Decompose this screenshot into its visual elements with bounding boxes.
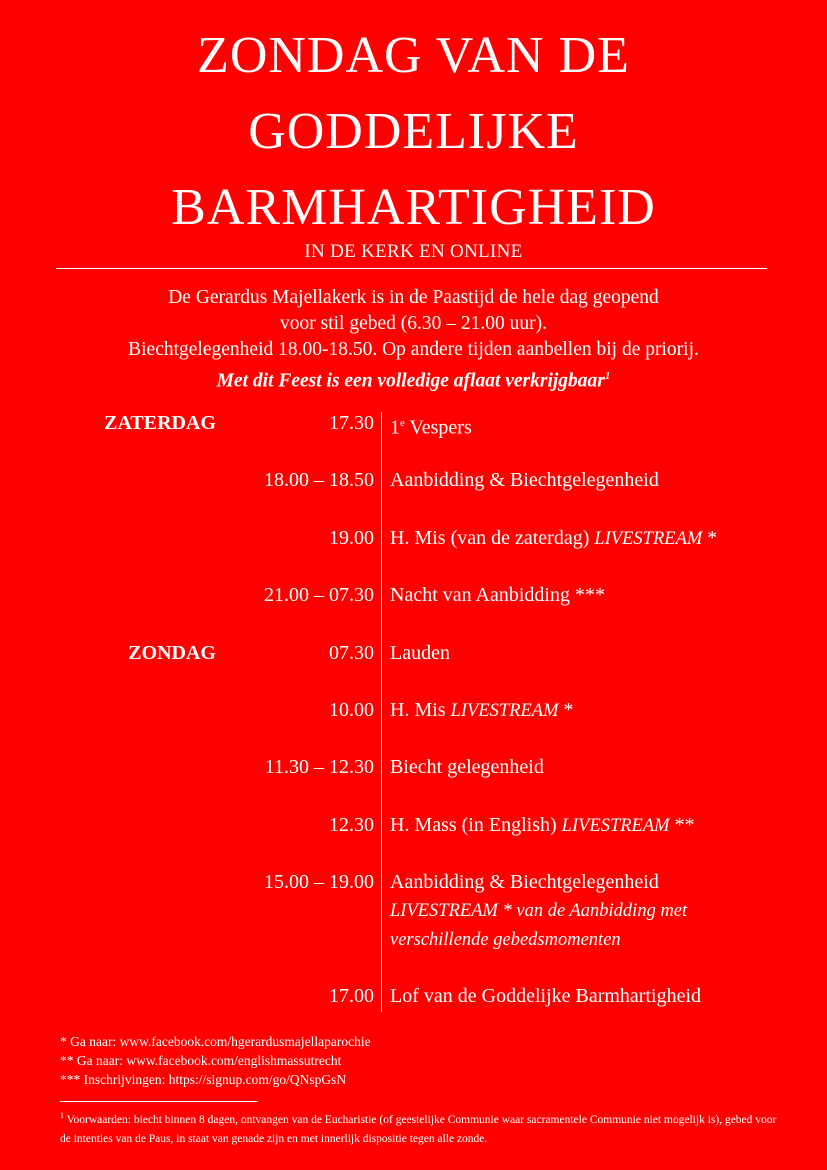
indulgence-text: Met dit Feest is een volledige aflaat verkrijgbaar [216,370,605,392]
schedule-event [390,696,790,726]
event-label: Lof van de Goddelijke Barmhartigheid [390,985,702,1007]
schedule-time: 11.30 – 12.30 [264,756,374,778]
event-label: H. Mis [390,699,451,721]
schedule-day: ZONDAG [128,642,216,664]
title-line-3: BARMHARTIGHEID [171,179,656,236]
event-label: Biecht gelegenheid [390,756,544,778]
event-label: H. Mass (in English) [390,814,562,836]
livestream-links [60,1032,371,1089]
event-number: 1 [390,416,400,439]
schedule-time: 21.00 – 07.30 [264,584,374,606]
schedule-time: 18.00 – 18.50 [264,469,374,491]
livestream-label: LIVESTREAM [594,529,703,549]
event-marker: * [558,699,574,721]
facebook-english-mass-link[interactable]: ** Ga naar: www.facebook.com/englishmassutrecht [60,1053,342,1068]
intro-text [0,285,827,395]
schedule-event [390,811,790,841]
title-line-1: ZONDAG VAN DE [197,27,630,84]
event-marker: * [702,527,718,549]
schedule-event [390,409,790,443]
event-label: Nacht van Aanbidding *** [390,584,605,606]
footnote [60,1106,780,1149]
signup-link[interactable]: *** Inschrijvingen: https://signup.com/go/QNspGsN [60,1072,347,1087]
event-label: Aanbidding & Biechtgelegenheid [390,871,659,893]
page-title [0,18,827,246]
schedule-event [390,639,790,668]
header-divider [56,268,767,269]
event-detail-line-2: verschillende gebedsmomenten [390,930,621,950]
schedule-time: 17.30 [329,412,374,434]
facebook-parish-link[interactable]: * Ga naar: www.facebook.com/hgerardusmajellaparochie [60,1034,371,1049]
schedule-event [390,466,790,495]
title-line-2: GODDELIJKE [248,103,579,160]
intro-line-1: De Gerardus Majellakerk is in de Paastijd de hele dag geopend [168,287,659,308]
event-label: H. Mis (van de zaterdag) [390,527,595,549]
schedule-divider [381,412,382,1012]
footnote-ref: 1 [604,370,611,382]
event-label: Vespers [404,416,472,439]
livestream-label: LIVESTREAM [450,701,559,721]
footnote-marker: 1 [60,1111,64,1120]
schedule-event [390,581,790,610]
event-ordinal: e [400,417,405,429]
schedule-time: 19.00 [329,527,374,549]
schedule-event [390,868,790,955]
event-detail-line-1: LIVESTREAM * van de Aanbidding met [390,901,688,921]
intro-line-2: voor stil gebed (6.30 – 21.00 uur). [279,313,547,334]
livestream-label: LIVESTREAM [561,816,670,836]
schedule-event [390,982,790,1011]
schedule-day: ZATERDAG [104,412,216,434]
schedule-time: 17.00 [329,985,374,1007]
schedule-time: 15.00 – 19.00 [264,871,374,893]
schedule-time: 12.30 [329,814,374,836]
event-label: Aanbidding & Biechtgelegenheid [390,469,659,491]
schedule-time: 10.00 [329,699,374,721]
schedule-event [390,524,790,554]
event-marker: ** [669,814,695,836]
schedule-time: 07.30 [329,642,374,664]
indulgence-note [0,363,827,395]
footnote-text: Voorwaarden: biecht binnen 8 dagen, ontvangen van de Eucharistie (of geestelijke Communie waar sacramentele Communie niet mogelijk is), gebed voor de intenties van de Paus, in staat van genade zijn en met innerlijk dispositie tegen alle zonde. [60,1113,777,1145]
event-label: Lauden [390,642,450,664]
intro-line-3: Biechtgelegenheid 18.00-18.50. Op andere tijden aanbellen bij de priorij. [128,339,699,360]
subtitle: IN DE KERK EN ONLINE [304,241,523,262]
footnote-divider [60,1101,258,1102]
schedule-event [390,753,790,782]
